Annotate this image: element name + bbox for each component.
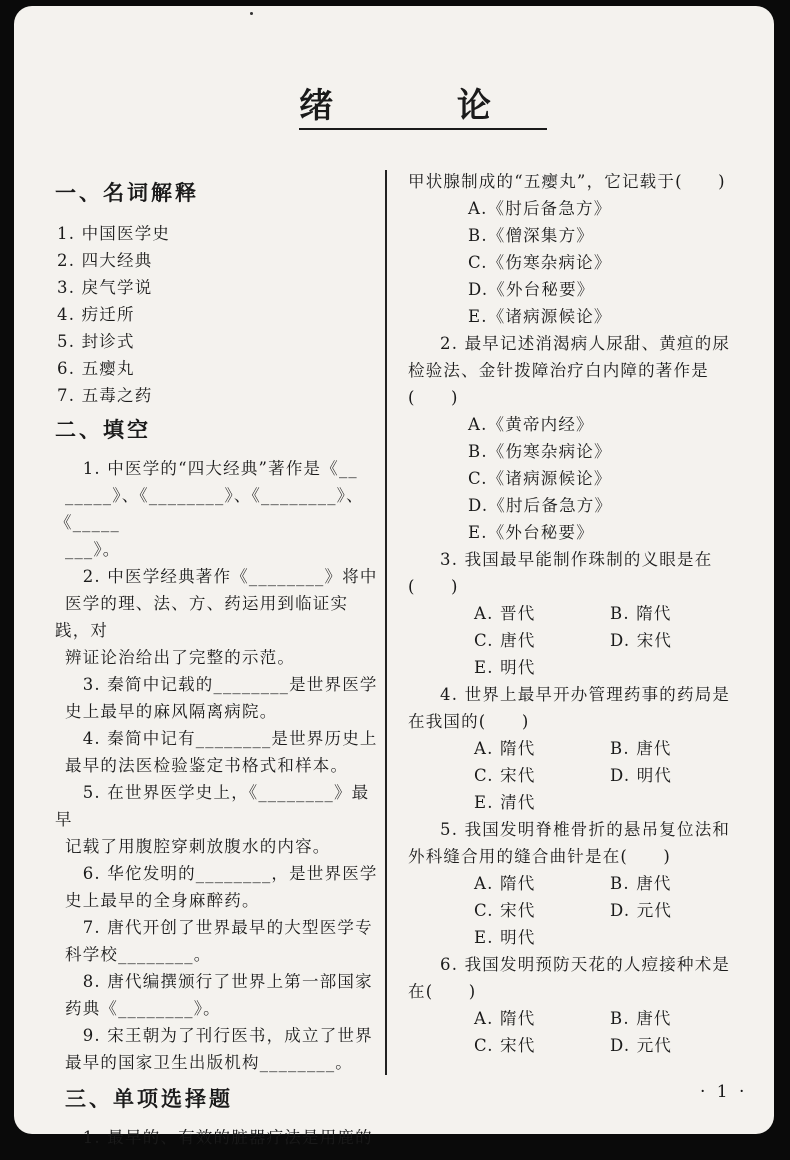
fill-line: 最早的国家卫生出版机构________。 bbox=[65, 1053, 353, 1072]
term-item: 2. 四大经典 bbox=[57, 251, 153, 270]
option-row bbox=[408, 762, 768, 789]
fill-line: 医学的理、法、方、药运用到临证实践，对 bbox=[55, 594, 349, 640]
fill-line: 7. 唐代开创了世界最早的大型医学专 bbox=[65, 918, 373, 937]
option: C. 宋代 bbox=[474, 901, 536, 920]
question-2-line: ( ) bbox=[408, 388, 459, 407]
section-heading-terms: 一、名词解释 bbox=[55, 181, 199, 205]
option: A.《黄帝内经》 bbox=[468, 415, 594, 434]
option-row bbox=[408, 924, 768, 951]
fill-line: 1. 中医学的“四大经典”著作是《__ bbox=[65, 459, 358, 478]
fill-line: 药典《________》。 bbox=[65, 999, 221, 1018]
option: D. 元代 bbox=[610, 1036, 673, 1055]
question-1-start: 1. 最早的、有效的脏器疗法是用鹿的 bbox=[65, 1128, 373, 1147]
fill-line: 辨证论治给出了完整的示范。 bbox=[65, 648, 296, 667]
option-row bbox=[408, 600, 768, 627]
term-item: 5. 封诊式 bbox=[57, 332, 135, 351]
option: C.《伤寒杂病论》 bbox=[468, 253, 612, 272]
page-title: 绪 论 bbox=[0, 78, 790, 127]
option: B. 隋代 bbox=[610, 604, 672, 623]
option: A. 晋代 bbox=[474, 604, 536, 623]
fill-line: 科学校________。 bbox=[65, 945, 212, 964]
question-6-line: 在( ) bbox=[408, 982, 477, 1001]
left-column bbox=[55, 176, 380, 1151]
option: C.《诸病源候论》 bbox=[468, 469, 612, 488]
fill-line: 8. 唐代编撰颁行了世界上第一部国家 bbox=[65, 972, 373, 991]
section-heading-choice: 三、单项选择题 bbox=[65, 1087, 233, 1111]
question-5-line: 外科缝合用的缝合曲针是在( ) bbox=[408, 847, 672, 866]
page-number: · 1 · bbox=[700, 1082, 748, 1102]
option: B. 唐代 bbox=[610, 874, 672, 893]
option-row bbox=[408, 1032, 768, 1059]
fill-line: _____》、《________》、《________》、《_____ bbox=[55, 486, 364, 532]
option: B.《僧深集方》 bbox=[468, 226, 594, 245]
option: A. 隋代 bbox=[474, 1009, 536, 1028]
option: E. 明代 bbox=[474, 928, 536, 947]
fill-line: 史上最早的全身麻醉药。 bbox=[65, 891, 260, 910]
option: A. 隋代 bbox=[474, 739, 536, 758]
option: D. 元代 bbox=[610, 901, 673, 920]
option-row bbox=[408, 627, 768, 654]
fill-line: 记载了用腹腔穿刺放腹水的内容。 bbox=[65, 837, 331, 856]
fill-line: 2. 中医学经典著作《________》将中 bbox=[65, 567, 378, 586]
speck-mark bbox=[250, 12, 253, 15]
fill-line: 最早的法医检验鉴定书格式和样本。 bbox=[65, 756, 349, 775]
option: B. 唐代 bbox=[610, 1009, 672, 1028]
option-row bbox=[408, 870, 768, 897]
term-item: 6. 五瘿丸 bbox=[57, 359, 135, 378]
option-row bbox=[408, 654, 768, 681]
column-divider bbox=[385, 170, 387, 1075]
fill-line: 史上最早的麻风隔离病院。 bbox=[65, 702, 278, 721]
term-item: 4. 疠迁所 bbox=[57, 305, 135, 324]
option-row bbox=[408, 1005, 768, 1032]
option: B.《伤寒杂病论》 bbox=[468, 442, 612, 461]
term-item: 1. 中国医学史 bbox=[57, 224, 171, 243]
question-3-line: ( ) bbox=[408, 577, 459, 596]
option: D.《肘后备急方》 bbox=[468, 496, 613, 515]
option-row bbox=[408, 789, 768, 816]
option-row bbox=[408, 897, 768, 924]
option: D. 明代 bbox=[610, 766, 673, 785]
term-item: 3. 戾气学说 bbox=[57, 278, 153, 297]
question-4-line: 在我国的( ) bbox=[408, 712, 530, 731]
fill-line: 9. 宋王朝为了刊行医书，成立了世界 bbox=[65, 1026, 373, 1045]
option: D.《外台秘要》 bbox=[468, 280, 595, 299]
fill-line: 3. 秦简中记载的________是世界医学 bbox=[65, 675, 378, 694]
option bbox=[610, 924, 746, 951]
option: C. 宋代 bbox=[474, 766, 536, 785]
fill-line: 4. 秦简中记有________是世界历史上 bbox=[65, 729, 378, 748]
right-column bbox=[408, 168, 768, 1059]
question-6-line: 6. 我国发明预防天花的人痘接种术是 bbox=[440, 955, 731, 974]
option: C. 唐代 bbox=[474, 631, 536, 650]
option: A. 隋代 bbox=[474, 874, 536, 893]
question-4-line: 4. 世界上最早开办管理药事的药局是 bbox=[440, 685, 731, 704]
option: A.《肘后备急方》 bbox=[468, 199, 612, 218]
question-5-line: 5. 我国发明脊椎骨折的悬吊复位法和 bbox=[440, 820, 731, 839]
option bbox=[610, 789, 746, 816]
option-row bbox=[408, 735, 768, 762]
question-1-continuation: 甲状腺制成的“五瘿丸”，它记载于( ) bbox=[408, 172, 726, 191]
question-3-line: 3. 我国最早能制作珠制的义眼是在 bbox=[440, 550, 713, 569]
term-item: 7. 五毒之药 bbox=[57, 386, 153, 405]
option: E.《外台秘要》 bbox=[468, 523, 594, 542]
option bbox=[610, 654, 746, 681]
fill-line: ___》。 bbox=[65, 540, 121, 559]
section-heading-fill-blank: 二、填空 bbox=[55, 418, 151, 442]
fill-line: 5. 在世界医学史上，《________》最早 bbox=[55, 783, 370, 829]
option: E. 明代 bbox=[474, 658, 536, 677]
option: D. 宋代 bbox=[610, 631, 673, 650]
question-2-line: 2. 最早记述消渴病人尿甜、黄疸的尿 bbox=[440, 334, 731, 353]
option: B. 唐代 bbox=[610, 739, 672, 758]
option: C. 宋代 bbox=[474, 1036, 536, 1055]
option: E.《诸病源候论》 bbox=[468, 307, 612, 326]
fill-line: 6. 华佗发明的________，是世界医学 bbox=[65, 864, 378, 883]
question-2-line: 检验法、金针拨障治疗白内障的著作是 bbox=[408, 361, 709, 380]
option: E. 清代 bbox=[474, 793, 536, 812]
